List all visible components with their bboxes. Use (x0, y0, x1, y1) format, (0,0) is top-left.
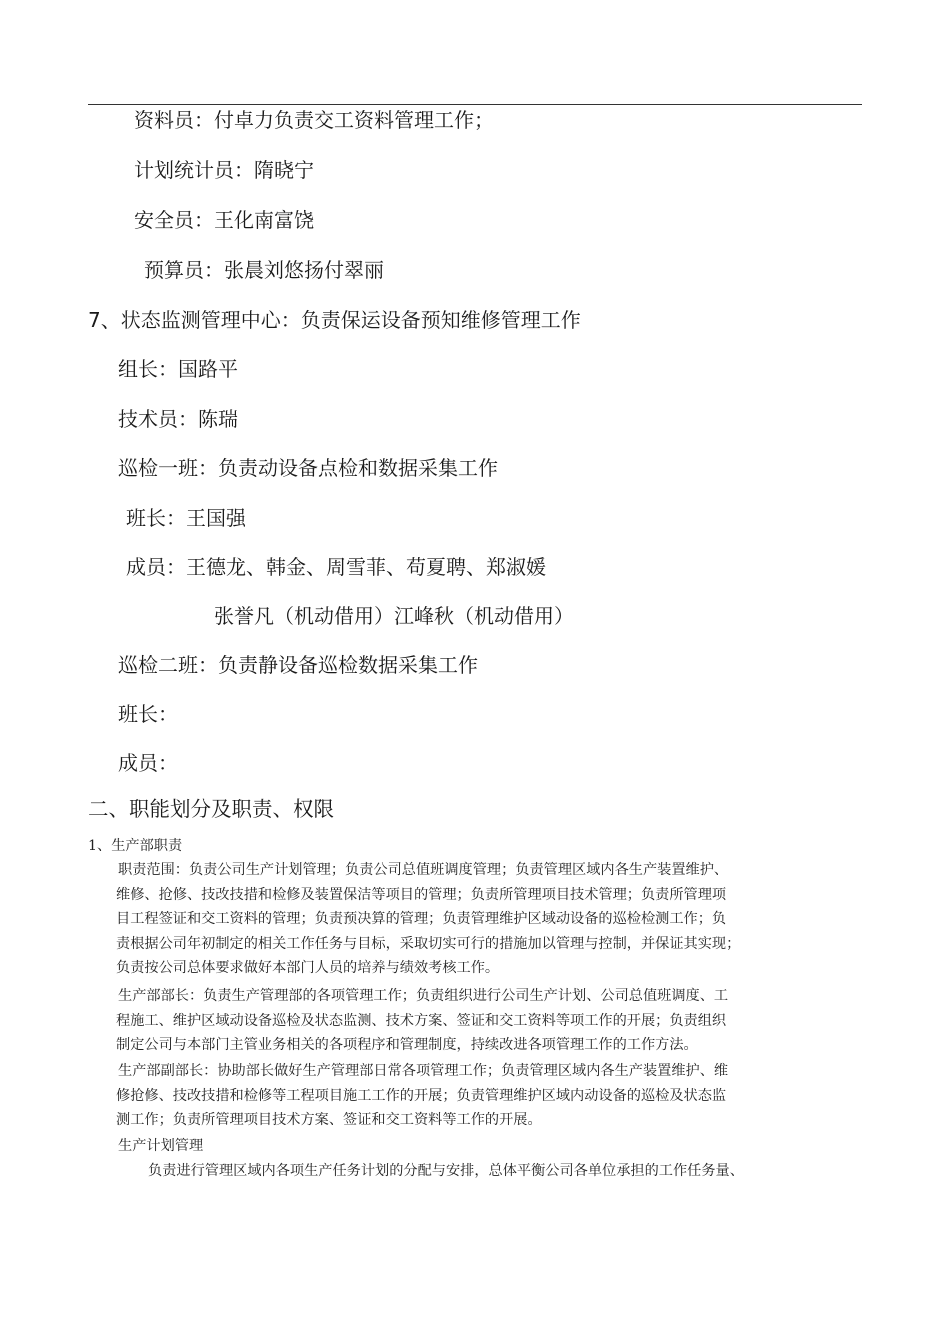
director-paragraph (118, 984, 728, 1058)
plan-paragraph (148, 1159, 744, 1184)
team-1-leader: 班长：王国强 (126, 506, 246, 530)
paragraph-line: 程施工、维护区域动设备巡检及状态监测、技术方案、签证和交工资料等项工作的开展；负责组织 (116, 1012, 727, 1029)
staff-line-leader: 组长：国路平 (118, 357, 238, 381)
staff-line-technician: 技术员：陈瑞 (118, 407, 238, 431)
header-rule (88, 104, 862, 105)
paragraph-line: 测工作；负责所管理项目技术方案、签证和交工资料等工作的开展。 (116, 1112, 542, 1128)
team-2-leader: 班长： (118, 702, 178, 726)
scope-paragraph (118, 858, 740, 981)
paragraph-line: 责根据公司年初制定的相关工作任务与目标，采取切实可行的措施加以管理与控制，并保证其实现； (116, 935, 741, 952)
team-1-members: 成员：王德龙、韩金、周雪菲、苟夏聘、郑淑媛 (126, 555, 546, 579)
paragraph-line: 维修、抢修、技改技措和检修及装置保洁等项目的管理；负责所管理项目技术管理；负责所管理项 (116, 886, 727, 903)
deputy-paragraph (118, 1059, 728, 1133)
subsection-heading: 1、生产部职责 (88, 838, 183, 854)
team-1-members-borrowed: 张誉凡（机动借用）江峰秋（机动借用） (214, 604, 574, 628)
paragraph-line: 负责按公司总体要求做好本部门人员的培养与绩效考核工作。 (116, 960, 500, 976)
staff-line-archivist: 资料员：付卓力负责交工资料管理工作； (134, 108, 494, 132)
team-2-heading: 巡检二班：负责静设备巡检数据采集工作 (118, 653, 478, 677)
paragraph-line: 生产部部长：负责生产管理部的各项管理工作；负责组织进行公司生产计划、公司总值班调度、工 (118, 988, 729, 1004)
paragraph-line: 生产部副部长：协助部长做好生产管理部日常各项管理工作；负责管理区域内各生产装置维护、维 (118, 1063, 729, 1079)
staff-line-safety: 安全员：王化南富饶 (134, 208, 314, 232)
paragraph-line: 负责进行管理区域内各项生产任务计划的分配与安排，总体平衡公司各单位承担的工作任务量、 (148, 1163, 744, 1179)
paragraph-line: 修抢修、技改技措和检修等工程项目施工工作的开展；负责管理维护区域内动设备的巡检及状态监 (116, 1087, 727, 1104)
section-7-heading: 7、状态监测管理中心：负责保运设备预知维修管理工作 (88, 308, 581, 332)
paragraph-line: 目工程签证和交工资料的管理；负责预决算的管理；负责管理维护区域动设备的巡检检测工作；负 (116, 911, 727, 927)
staff-line-budget: 预算员：张晨刘悠扬付翠丽 (144, 258, 384, 282)
plan-heading: 生产计划管理 (118, 1138, 204, 1154)
paragraph-line: 制定公司与本部门主管业务相关的各项程序和管理制度，持续改进各项管理工作的工作方法。 (116, 1037, 698, 1053)
team-1-heading: 巡检一班：负责动设备点检和数据采集工作 (118, 456, 498, 480)
team-2-members: 成员： (118, 751, 178, 775)
section-heading: 二、职能划分及职责、权限 (88, 797, 334, 821)
staff-line-planner: 计划统计员：隋晓宁 (134, 158, 314, 182)
paragraph-line: 职责范围：负责公司生产计划管理；负责公司总值班调度管理；负责管理区域内各生产装置维护、 (118, 862, 729, 878)
